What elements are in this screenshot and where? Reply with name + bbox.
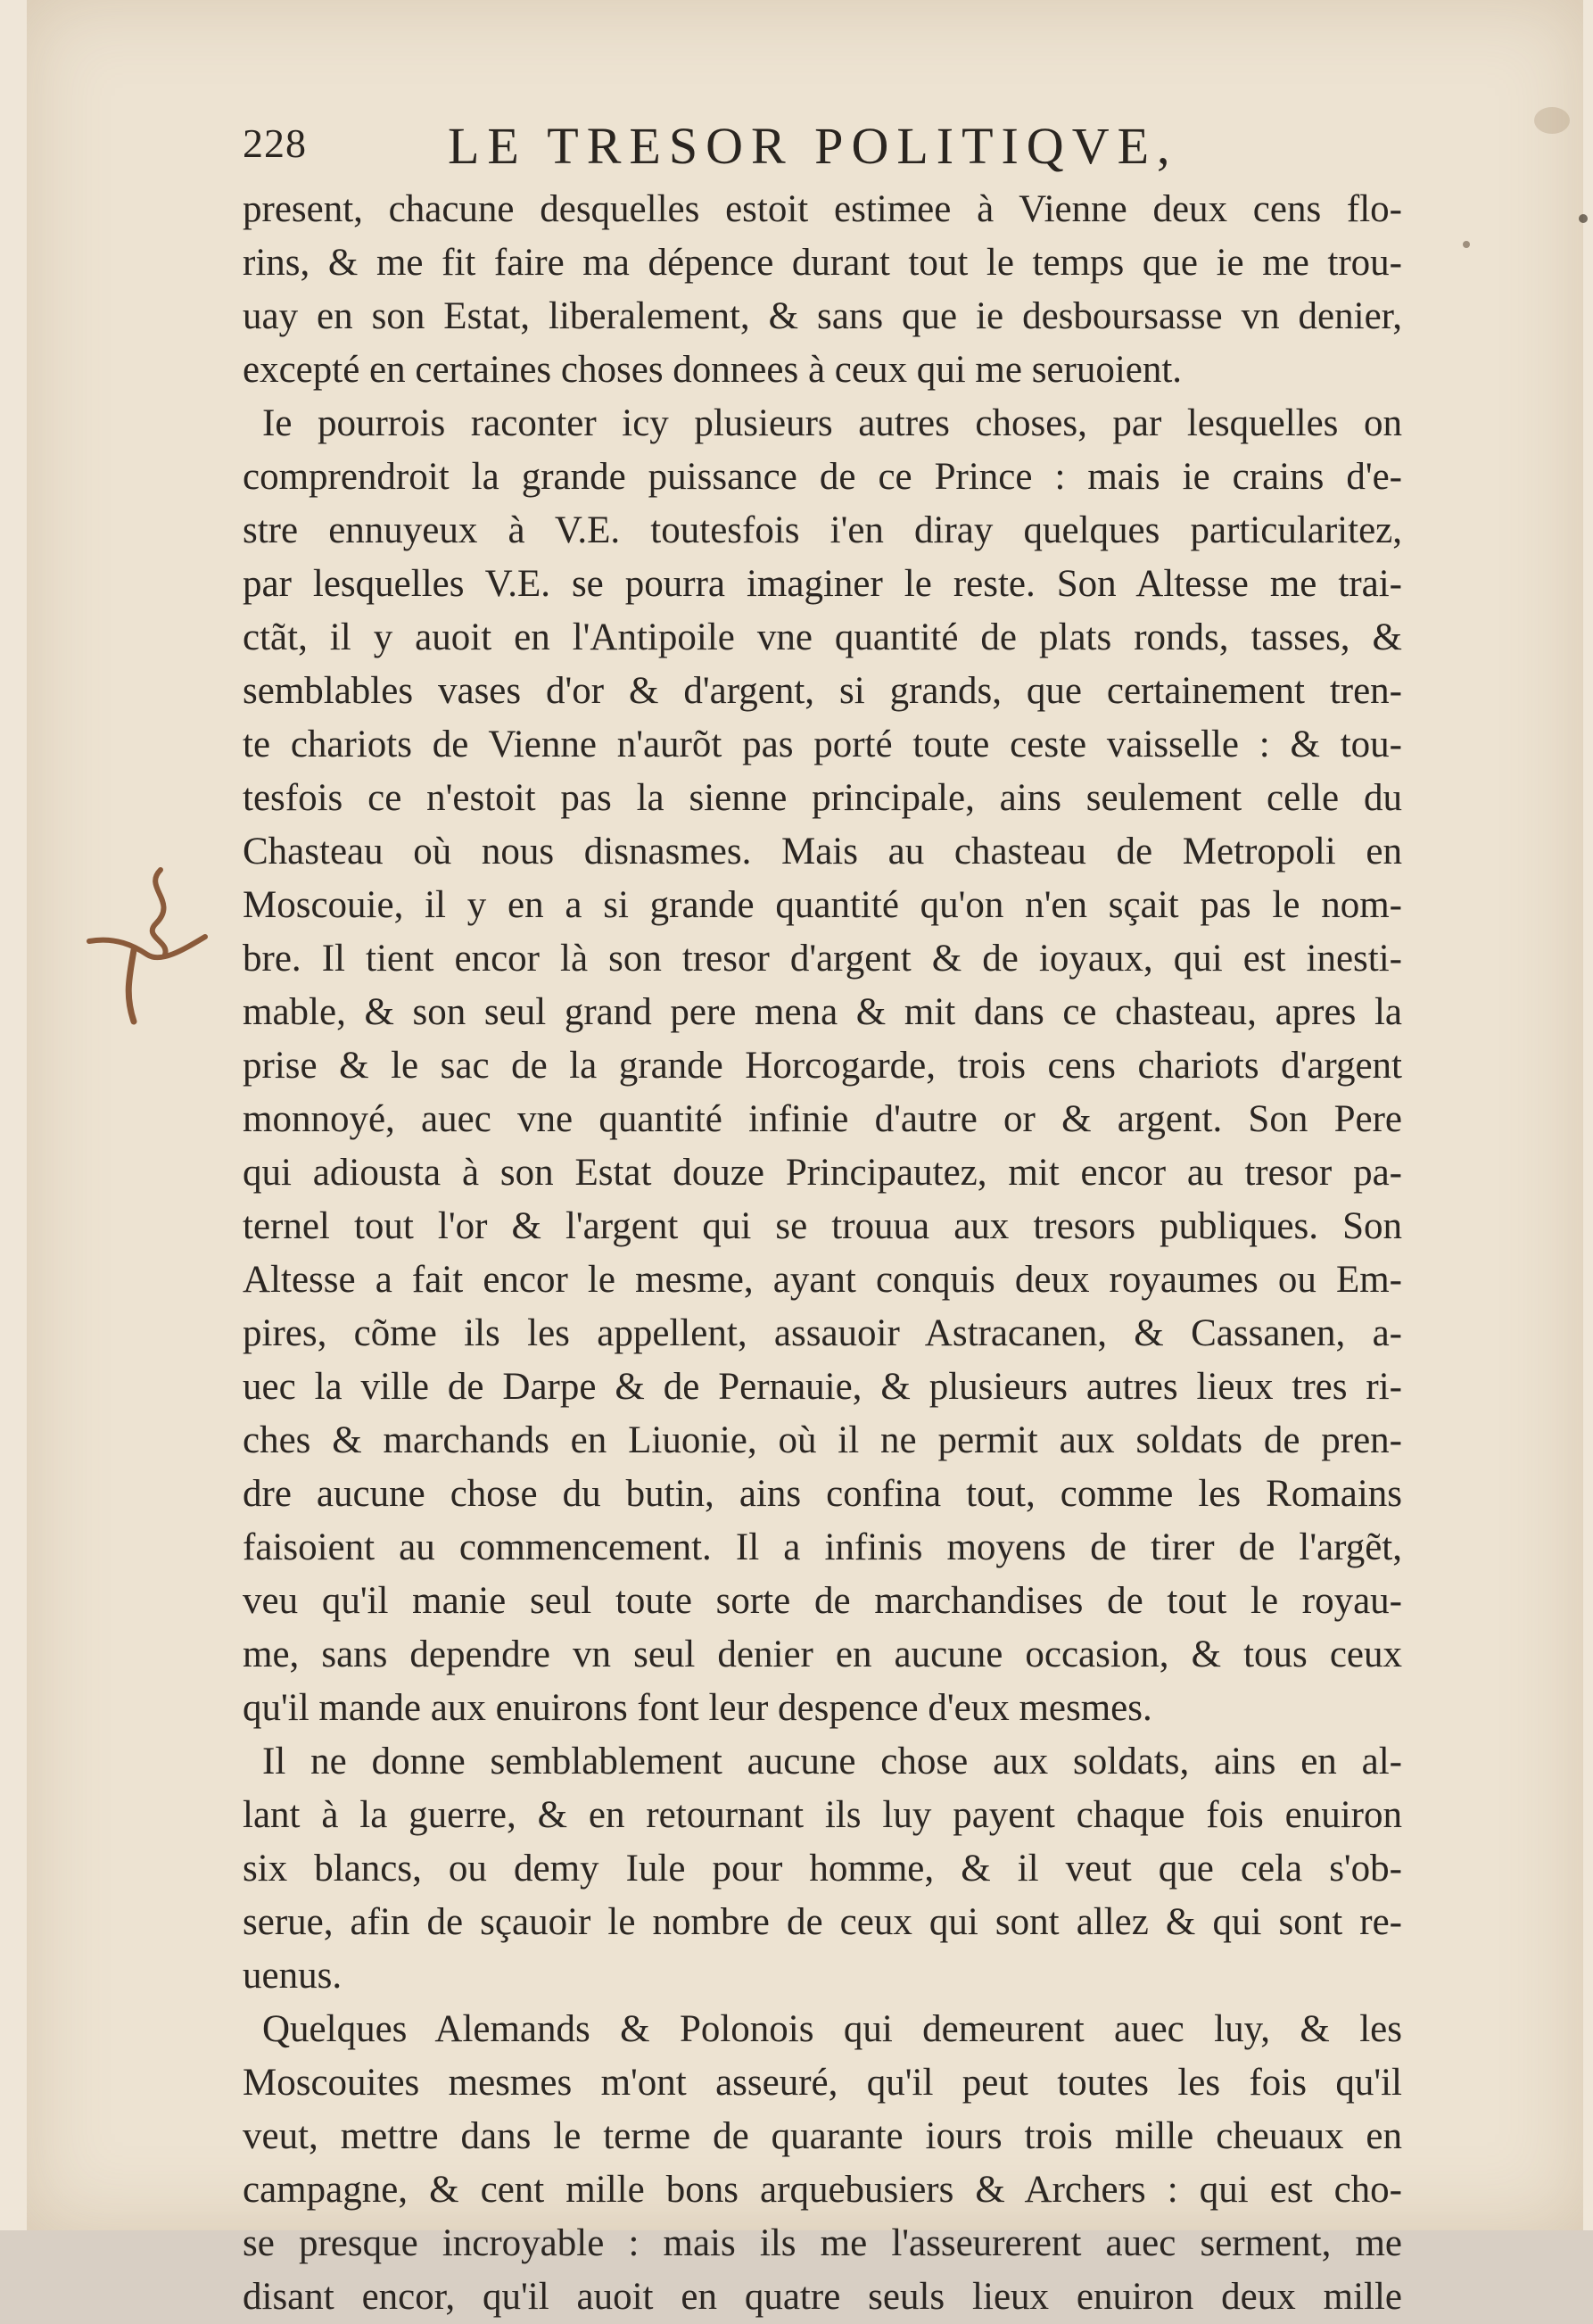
text-line: dre aucune chose du butin, ains confina tout, comme les Romains bbox=[243, 1473, 1402, 1515]
body-text bbox=[243, 183, 1402, 2324]
text-line: uec la ville de Darpe & de Pernauie, & plusieurs autres lieux tres ri- bbox=[243, 1366, 1402, 1408]
text-line: me, sans dependre vn seul denier en aucune occasion, & tous ceux bbox=[243, 1633, 1402, 1675]
text-line: comprendroit la grande puissance de ce Prince : mais ie crains d'e- bbox=[243, 456, 1402, 498]
text-line: stre ennuyeux à V.E. toutesfois i'en diray quelques particularitez, bbox=[243, 509, 1402, 551]
text-line: uay en son Estat, liberalement, & sans que ie desboursasse vn denier, bbox=[243, 295, 1402, 337]
ink-dot bbox=[1579, 214, 1588, 223]
text-line: par lesquelles V.E. se pourra imaginer le reste. Son Altesse me trai- bbox=[243, 563, 1402, 605]
text-line: bre. Il tient encor là son tresor d'argent & de ioyaux, qui est inesti- bbox=[243, 938, 1402, 980]
text-line: Altesse a fait encor le mesme, ayant conquis deux royaumes ou Em- bbox=[243, 1259, 1402, 1301]
handwritten-margin-mark-icon bbox=[80, 852, 232, 1030]
text-line: qui adiousta à son Estat douze Principautez, mit encor au tresor pa- bbox=[243, 1152, 1402, 1194]
text-line: faisoient au commencement. Il a infinis moyens de tirer de l'argẽt, bbox=[243, 1526, 1402, 1568]
text-line: monnoyé, auec vne quantité infinie d'autre or & argent. Son Pere bbox=[243, 1098, 1402, 1140]
text-line: qu'il mande aux enuirons font leur despence d'eux mesmes. bbox=[243, 1687, 1152, 1729]
page-number: 228 bbox=[243, 120, 307, 166]
text-line: excepté en certaines choses donnees à ceux qui me seruoient. bbox=[243, 349, 1183, 391]
page-header bbox=[243, 116, 1420, 178]
text-line: serue, afin de sçauoir le nombre de ceux qui sont allez & qui sont re- bbox=[243, 1901, 1402, 1943]
text-line: mable, & son seul grand pere mena & mit dans ce chasteau, apres la bbox=[243, 991, 1402, 1033]
text-line: Quelques Alemands & Polonois qui demeurent auec luy, & les bbox=[262, 2008, 1402, 2050]
text-line: te chariots de Vienne n'aurõt pas porté toute ceste vaisselle : & tou- bbox=[243, 724, 1402, 765]
text-line: veut, mettre dans le terme de quarante iours trois mille cheuaux en bbox=[243, 2115, 1402, 2157]
text-line: prise & le sac de la grande Horcogarde, trois cens chariots d'argent bbox=[243, 1045, 1402, 1087]
text-line: Il ne donne semblablement aucune chose aux soldats, ains en al- bbox=[262, 1741, 1402, 1782]
text-line: se presque incroyable : mais ils me l'asseurerent auec serment, me bbox=[243, 2222, 1402, 2264]
text-line: veu qu'il manie seul toute sorte de marchandises de tout le royau- bbox=[243, 1580, 1402, 1622]
text-line: campagne, & cent mille bons arquebusiers & Archers : qui est cho- bbox=[243, 2169, 1402, 2211]
text-line: uenus. bbox=[243, 1955, 343, 1997]
text-line: pires, cõme ils les appellent, assauoir Astracanen, & Cassanen, a- bbox=[243, 1312, 1402, 1354]
ink-stain bbox=[1534, 107, 1570, 134]
ink-dot bbox=[1463, 241, 1470, 248]
text-line: ches & marchands en Liuonie, où il ne permit aux soldats de pren- bbox=[243, 1419, 1402, 1461]
text-line: lant à la guerre, & en retournant ils luy payent chaque fois enuiron bbox=[243, 1794, 1402, 1836]
text-line: ctãt, il y auoit en l'Antipoile vne quantité de plats ronds, tasses, & bbox=[243, 616, 1402, 658]
text-line: ternel tout l'or & l'argent qui se trouua aux tresors publiques. Son bbox=[243, 1205, 1402, 1247]
text-line: Moscouites mesmes m'ont asseuré, qu'il peut toutes les fois qu'il bbox=[243, 2062, 1402, 2104]
text-line: Chasteau où nous disnasmes. Mais au chasteau de Metropoli en bbox=[243, 831, 1402, 873]
text-line: Moscouie, il y en a si grande quantité qu'on n'en sçait pas le nom- bbox=[243, 884, 1402, 926]
text-line: present, chacune desquelles estoit estimee à Vienne deux cens flo- bbox=[243, 188, 1402, 230]
text-line: Ie pourrois raconter icy plusieurs autres choses, par lesquelles on bbox=[262, 402, 1402, 444]
running-title: LE TRESOR POLITIQVE, bbox=[448, 117, 1178, 175]
text-line: six blancs, ou demy Iule pour homme, & il veut que cela s'ob- bbox=[243, 1848, 1402, 1890]
text-line: disant encor, qu'il auoit en quatre seuls lieux enuiron deux mille bbox=[243, 2276, 1402, 2318]
text-line: tesfois ce n'estoit pas la sienne principale, ains seulement celle du bbox=[243, 777, 1402, 819]
text-line: rins, & me fit faire ma dépence durant tout le temps que ie me trou- bbox=[243, 242, 1402, 284]
text-line: semblables vases d'or & d'argent, si grands, que certainement tren- bbox=[243, 670, 1402, 712]
